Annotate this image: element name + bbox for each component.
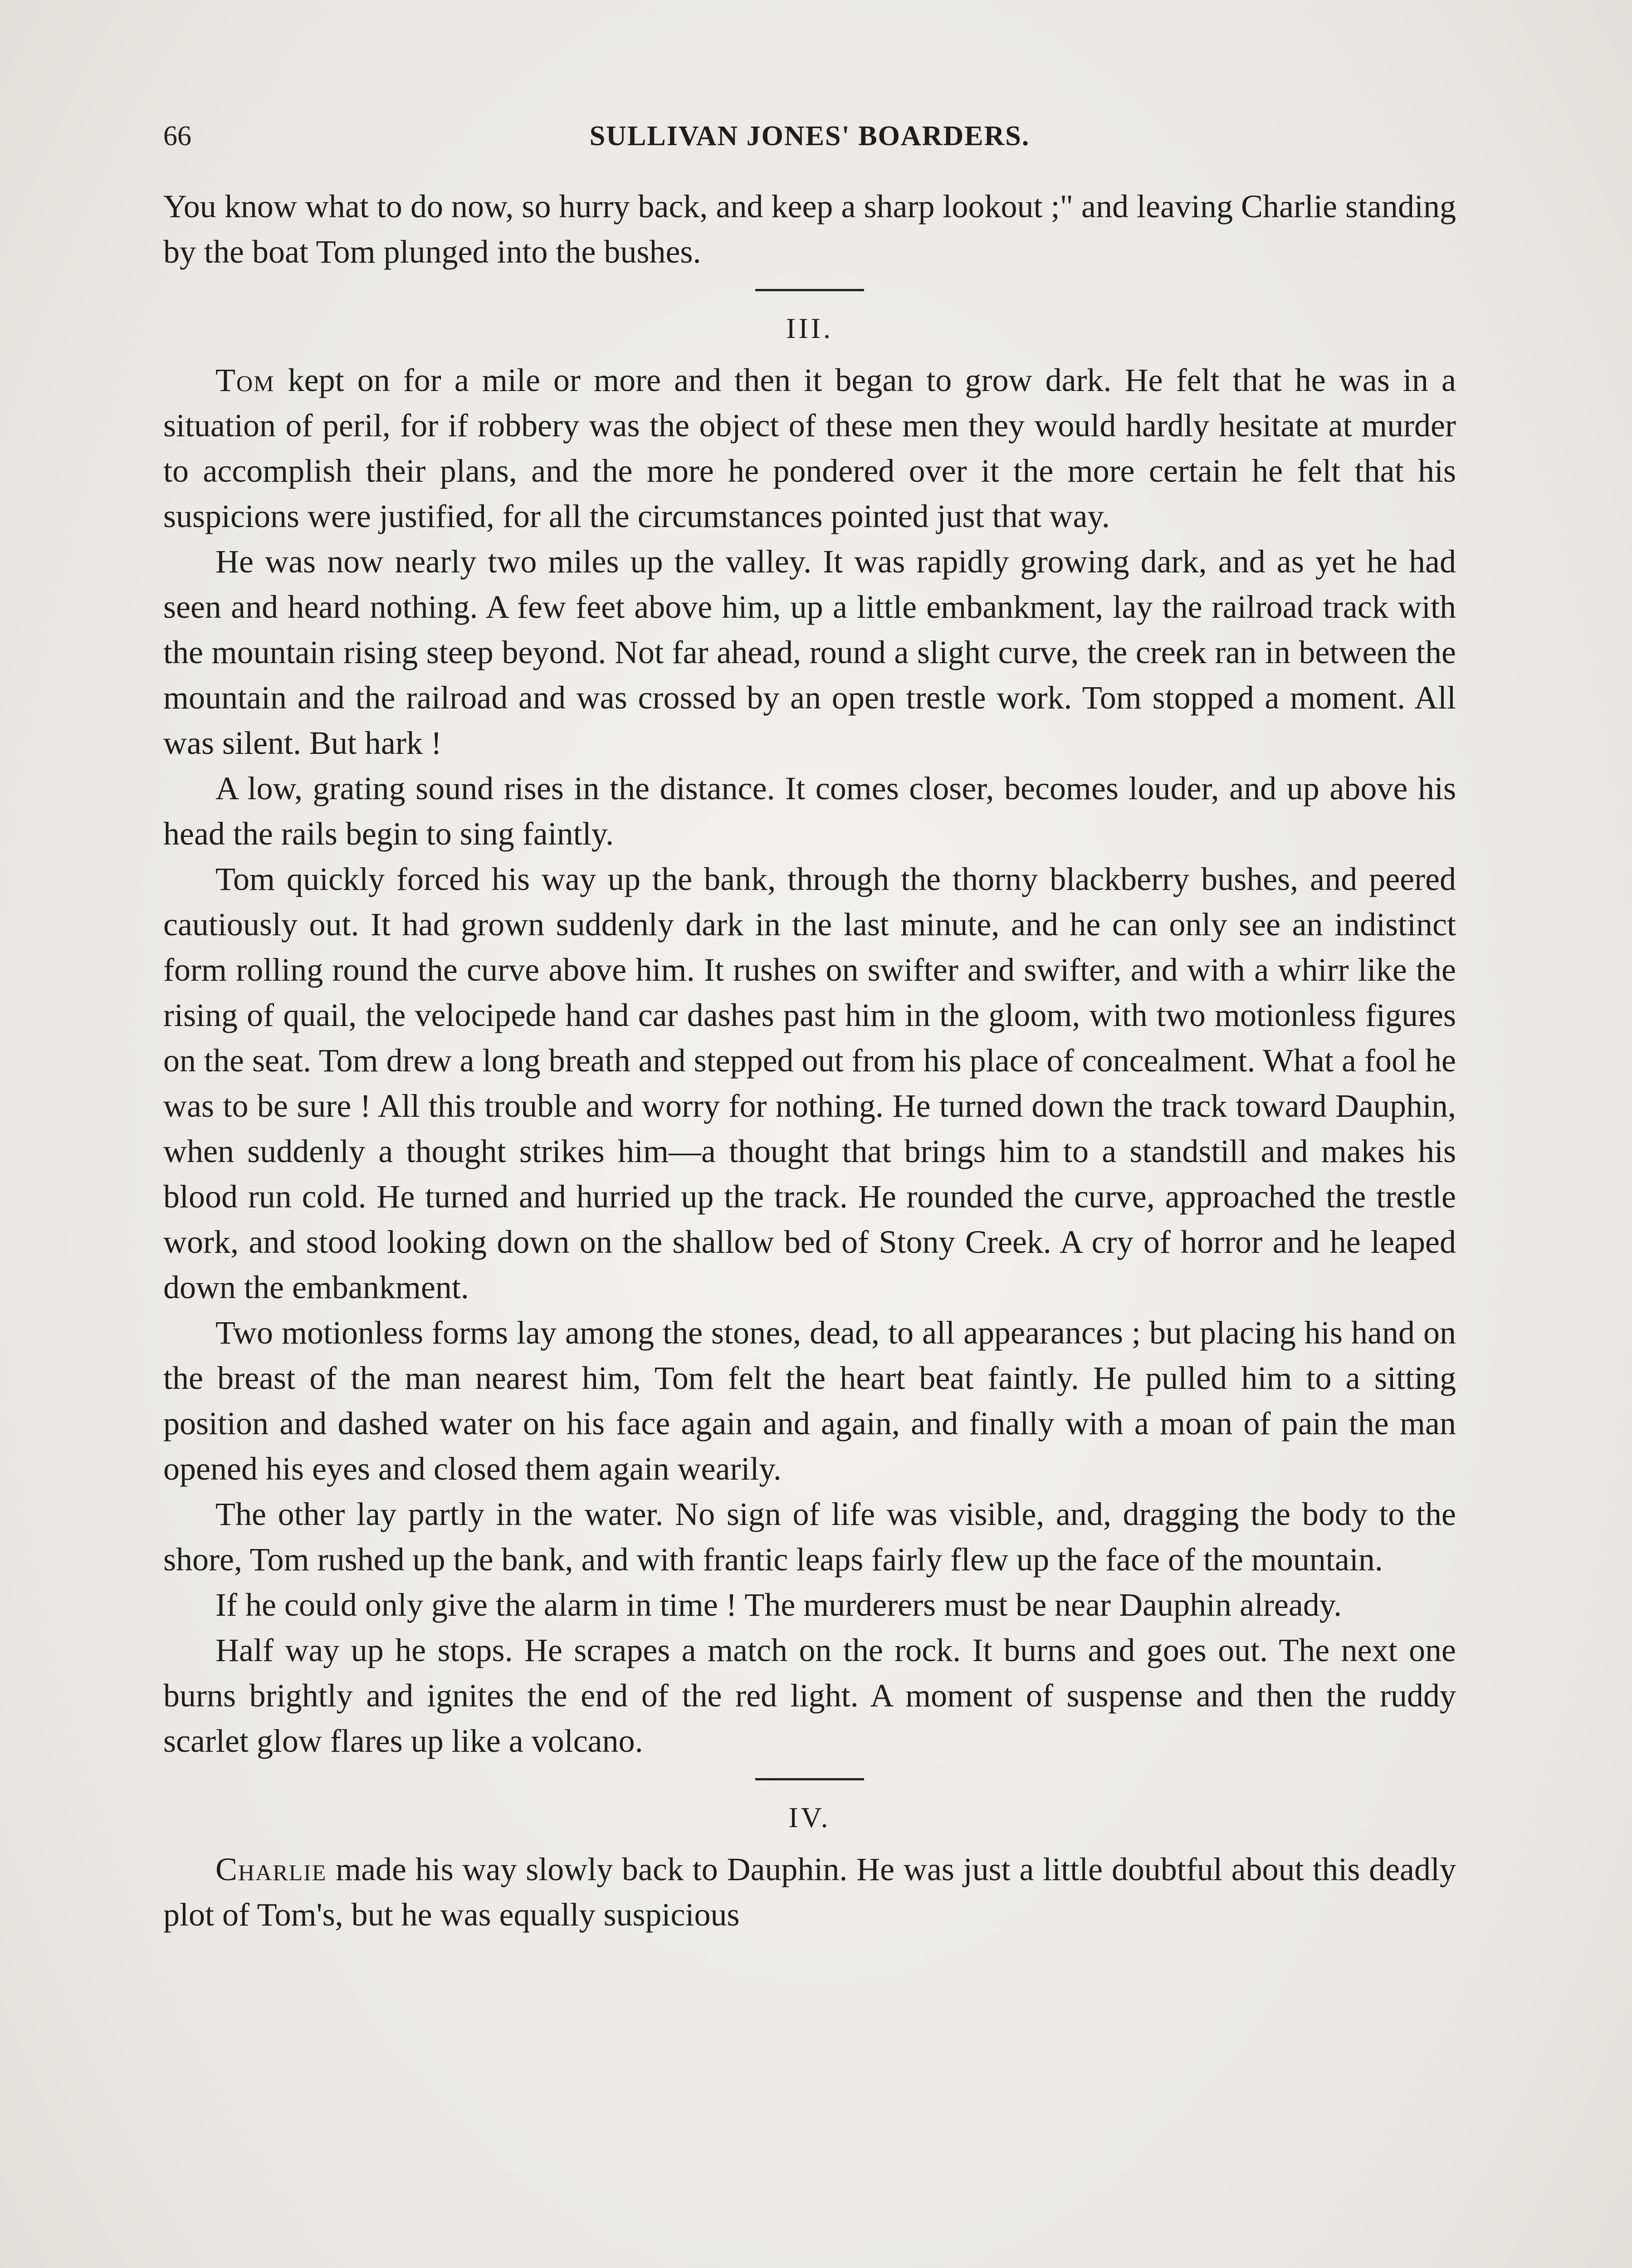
section-divider: [755, 289, 864, 291]
body-text: [163, 184, 1456, 1937]
section-heading-4: IV.: [788, 1801, 831, 1833]
paragraph: He was now nearly two miles up the valley. It was rapidly growing dark, and as yet he had seen and heard nothing. A few feet above him, up a little embankment, lay the railroad track with the mountain rising steep beyond. Not far ahead, round a slight curve, the creek ran in between the mountain and the railroad and was crossed by an open trestle work. Tom stopped a moment. All was silent. But hark !: [163, 543, 1456, 761]
paragraph: If he could only give the alarm in time ! The murderers must be near Dauphin already.: [215, 1587, 1342, 1623]
paragraph: [163, 1847, 1456, 1937]
paragraph: [163, 357, 1456, 539]
paragraph: Two motionless forms lay among the stones, dead, to all appearances ; but placing his hand on the breast of the man nearest him, Tom felt the heart beat faintly. He pulled him to a sitting position and dashed water on his face again and again, and finally with a moan of pain the man opened his eyes and closed them again wearily.: [163, 1315, 1456, 1487]
paragraph: The other lay partly in the water. No sign of life was visible, and, dragging the body to the shore, Tom rushed up the bank, and with frantic leaps fairly flew up the face of the mountain.: [163, 1496, 1456, 1578]
page-header: [163, 116, 1456, 156]
paragraph: A low, grating sound rises in the distance. It comes closer, becomes louder, and up above his head the rails begin to sing faintly.: [163, 770, 1456, 852]
continuation-paragraph: You know what to do now, so hurry back, and keep a sharp lookout ;" and leaving Charlie standing by the boat Tom plunged into the bushes.: [163, 188, 1456, 270]
section-heading-3: III.: [786, 312, 833, 344]
lead-word: Charlie: [215, 1851, 327, 1887]
paragraph-text: kept on for a mile or more and then it began to grow dark. He felt that he was in a situation of peril, for if robbery was the object of these men they would hardly hesitate at murder to accomplish their plans, and the more he pondered over it the more certain he felt that his suspicions were justified, for all the circumstances pointed just that way.: [163, 362, 1456, 534]
page-number: 66: [163, 121, 191, 152]
paragraph-text: made his way slowly back to Dauphin. He was just a little doubtful about this deadly plot of Tom's, but he was equally suspicious: [163, 1851, 1456, 1933]
paragraph: Half way up he stops. He scrapes a match on the rock. It burns and goes out. The next one burns brightly and ignites the end of the red light. A moment of suspense and then the ruddy scarlet glow flares up like a volcano.: [163, 1632, 1456, 1759]
running-title: SULLIVAN JONES' BOARDERS.: [589, 121, 1030, 152]
paragraph: Tom quickly forced his way up the bank, through the thorny blackberry bushes, and peered cautiously out. It had grown suddenly dark in the last minute, and he can only see an indistinct form rolling round the curve above him. It rushes on swifter and swifter, and with a whirr like the rising of quail, the velocipede hand car dashes past him in the gloom, with two motionless figures on the seat. Tom drew a long breath and stepped out from his place of concealment. What a fool he was to be sure ! All this trouble and worry for nothing. He turned down the track toward Dauphin, when suddenly a thought strikes him—a thought that brings him to a standstill and makes his blood run cold. He turned and hurried up the track. He rounded the curve, approached the trestle work, and stood looking down on the shallow bed of Stony Creek. A cry of horror and he leaped down the embankment.: [163, 861, 1456, 1305]
section-divider: [755, 1778, 864, 1780]
lead-word: Tom: [215, 362, 275, 398]
